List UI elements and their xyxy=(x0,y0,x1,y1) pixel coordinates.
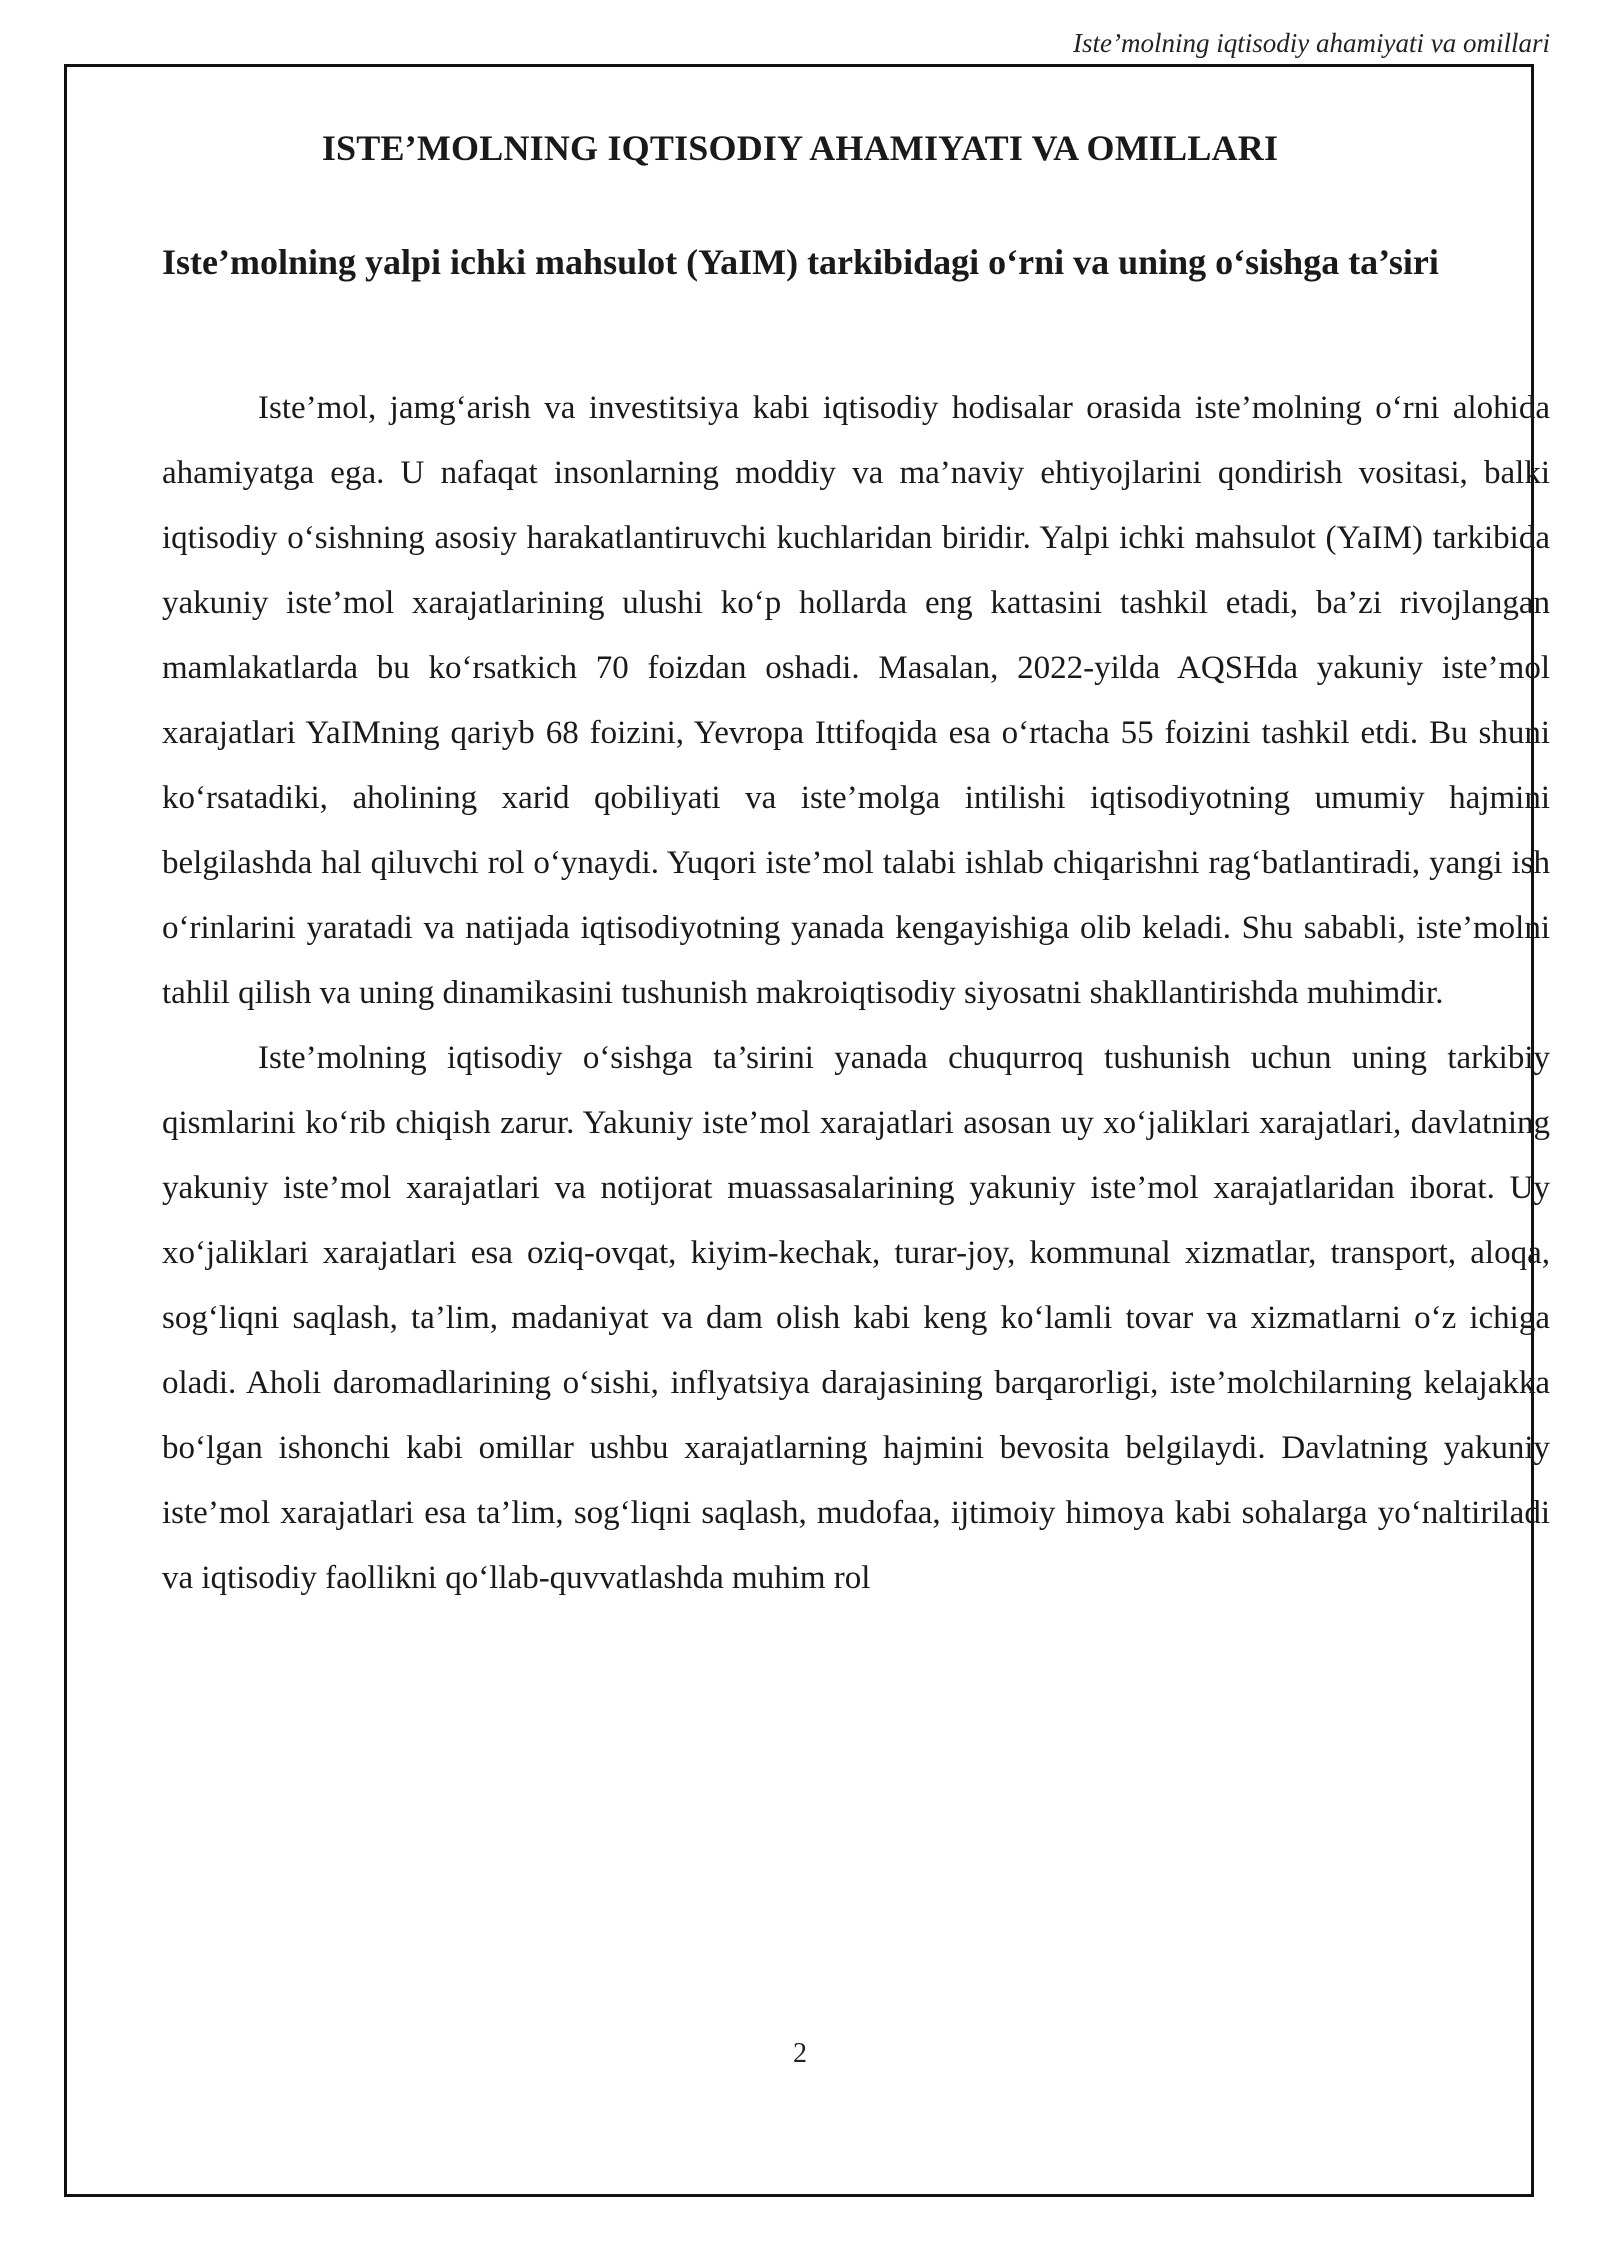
section-heading: Iste’molning yalpi ichki mahsulot (YaIM) tarkibidagi o‘rni va uning o‘sishga ta’siri xyxy=(162,242,1439,282)
page-number: 2 xyxy=(793,2038,807,2069)
paragraph: Iste’mol, jamg‘arish va investitsiya kabi iqtisodiy hodisalar orasida iste’molning o‘rni alohida ahamiyatga ega. U nafaqat insonlarning moddiy va ma’naviy ehtiyojlarini qondirish vositasi, balki iqtisodiy o‘sishning asosiy harakatlantiruvchi kuchlaridan biridir. Yalpi ichki mahsulot (YaIM) tarkibida yakuniy iste’mol xarajatlarining ulushi ko‘p hollarda eng kattasini tashkil etadi, ba’zi rivojlangan mamlakatlarda bu ko‘rsatkich 70 foizdan oshadi. Masalan, 2022-yilda AQSHda yakuniy iste’mol xarajatlari YaIMning qariyb 68 foizini, Yevropa Ittifoqida esa o‘rtacha 55 foizini tashkil etdi. Bu shuni ko‘rsatadiki, aholining xarid qobiliyati va iste’molga intilishi iqtisodiyotning umumiy hajmini belgilashda hal qiluvchi rol o‘ynaydi. Yuqori iste’mol talabi ishlab chiqarishni rag‘batlantiradi, yangi ish o‘rinlarini yaratadi va natijada iqtisodiyotning yanada kengayishiga olib keladi. Shu sababli, iste’molni tahlil qilish va uning dinamikasini tushunish makroiqtisodiy siyosatni shakllantirishda muhimdir. xyxy=(162,390,1550,1011)
document-title: ISTE’MOLNING IQTISODIY AHAMIYATI VA OMILLARI xyxy=(321,128,1279,168)
running-header: Iste’molning iqtisodiy ahamiyati va omillari xyxy=(1073,28,1550,58)
paragraph: Iste’molning iqtisodiy o‘sishga ta’sirini yanada chuqurroq tushunish uchun uning tarkibiy qismlarini ko‘rib chiqish zarur. Yakuniy iste’mol xarajatlari asosan uy xo‘jaliklari xarajatlari, davlatning yakuniy iste’mol xarajatlari va notijorat muassasalarining yakuniy iste’mol xarajatlaridan iborat. Uy xo‘jaliklari xarajatlari esa oziq-ovqat, kiyim-kechak, turar-joy, kommunal xizmatlar, transport, aloqa, sog‘liqni saqlash, ta’lim, madaniyat va dam olish kabi keng ko‘lamli tovar va xizmatlarni o‘z ichiga oladi. Aholi daromadlarining o‘sishi, inflyatsiya darajasining barqarorligi, iste’molchilarning kelajakka bo‘lgan ishonchi kabi omillar ushbu xarajatlarning hajmini bevosita belgilaydi. Davlatning yakuniy iste’mol xarajatlari esa ta’lim, sog‘liqni saqlash, mudofaa, ijtimoiy himoya kabi sohalarga yo‘naltiriladi va iqtisodiy faollikni qo‘llab-quvvatlashda muhim rol xyxy=(162,1040,1550,1596)
body-text xyxy=(162,376,1550,1611)
